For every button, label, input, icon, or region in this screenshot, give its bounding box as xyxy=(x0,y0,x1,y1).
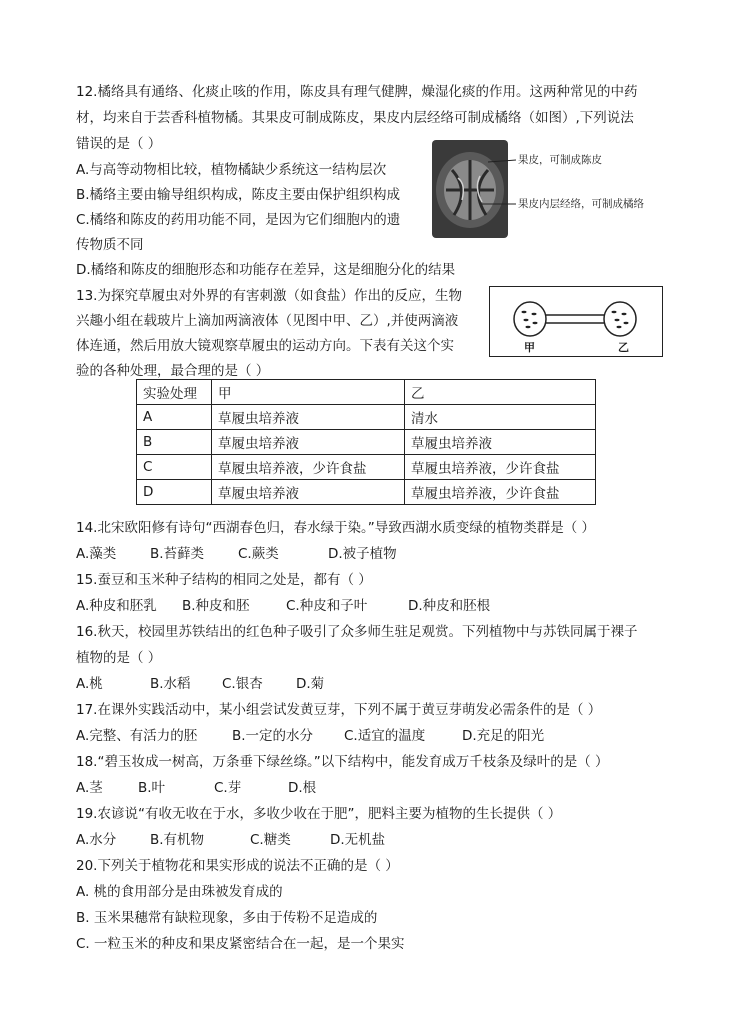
q12-option-a: A.与高等动物相比较，植物橘缺少系统这一结构层次 xyxy=(76,162,387,178)
table-cell: 草履虫培养液，少许食盐 xyxy=(212,455,405,480)
table-cell: 草履虫培养液，少许食盐 xyxy=(405,480,596,505)
q13-stem-line4: 验的各种处理，最合理的是（ ） xyxy=(76,363,270,379)
q18-option-a: A.茎 xyxy=(76,780,103,796)
q12-option-d: D.橘络和陈皮的细胞形态和功能存在差异，这是细胞分化的结果 xyxy=(76,262,456,278)
table-cell: C xyxy=(137,455,212,480)
q20-option-c: C. 一粒玉米的种皮和果皮紧密结合在一起，是一个果实 xyxy=(76,936,405,952)
q14-option-b: B.苔藓类 xyxy=(150,546,205,562)
q20-option-b: B. 玉米果穗常有缺粒现象，多由于传粉不足造成的 xyxy=(76,910,378,926)
table-header-cell: 乙 xyxy=(405,380,596,405)
q13-stem-line1: 13.为探究草履虫对外界的有害刺激（如食盐）作出的反应，生物 xyxy=(76,288,462,304)
q20-stem: 20.下列关于植物花和果实形成的说法不正确的是（ ） xyxy=(76,858,399,874)
q17-option-c: C.适宜的温度 xyxy=(344,728,426,744)
q12-option-c-line2: 传物质不同 xyxy=(76,237,144,253)
q16-stem-line1: 16.秋天，校园里苏铁结出的红色种子吸引了众多师生驻足观赏。下列植物中与苏铁同属于裸子 xyxy=(76,624,638,640)
q15-stem: 15.蚕豆和玉米种子结构的相同之处是，都有（ ） xyxy=(76,572,372,588)
q19-option-b: B.有机物 xyxy=(150,832,205,848)
q18-stem: 18.“碧玉妆成一树高，万条垂下绿丝绦。”以下结构中，能发育成万千枝条及绿叶的是（ ） xyxy=(76,754,609,770)
q16-option-c: C.银杏 xyxy=(222,676,263,692)
table-cell: D xyxy=(137,480,212,505)
q16-option-b: B.水稻 xyxy=(150,676,191,692)
q18-option-d: D.根 xyxy=(288,780,317,796)
q19-option-c: C.糖类 xyxy=(250,832,291,848)
table-row xyxy=(137,455,596,480)
q13-stem-line2: 兴趣小组在载玻片上滴加两滴液体（见图中甲、乙）,并使两滴液 xyxy=(76,313,459,329)
fig13-label-right: 乙 xyxy=(618,341,629,354)
q17-stem: 17.在课外实践活动中，某小组尝试发黄豆芽，下列不属于黄豆芽萌发必需条件的是（ ） xyxy=(76,702,602,718)
table-cell: 清水 xyxy=(405,405,596,430)
q12-stem-line3: 错误的是（ ） xyxy=(76,136,162,152)
table-cell: A xyxy=(137,405,212,430)
table-header-cell: 甲 xyxy=(212,380,405,405)
table-cell: 草履虫培养液 xyxy=(212,430,405,455)
q17-option-b: B.一定的水分 xyxy=(232,728,314,744)
table-header-row xyxy=(137,380,596,405)
slide-drops-diagram xyxy=(490,287,662,356)
table-cell: B xyxy=(137,430,212,455)
q19-option-a: A.水分 xyxy=(76,832,117,848)
q16-stem-line2: 植物的是（ ） xyxy=(76,650,162,666)
q14-option-a: A.藻类 xyxy=(76,546,117,562)
q16-option-a: A.桃 xyxy=(76,676,103,692)
q14-option-c: C.蕨类 xyxy=(238,546,279,562)
q19-stem: 19.农谚说“有收无收在于水，多收少收在于肥”，肥料主要为植物的生长提供（ ） xyxy=(76,806,562,822)
paramecium-slide-figure xyxy=(489,286,663,357)
q12-stem-line2: 材，均来自于芸香科植物橘。其果皮可制成陈皮，果皮内层经络可制成橘络（如图）,下列说法 xyxy=(76,110,634,126)
fig12-label-pith: 果皮内层经络，可制成橘络 xyxy=(518,198,644,210)
table-row xyxy=(137,480,596,505)
table-header-cell: 实验处理 xyxy=(137,380,212,405)
fig12-label-peel: 果皮，可制成陈皮 xyxy=(518,154,602,166)
q17-option-a: A.完整、有活力的胚 xyxy=(76,728,198,744)
q15-option-c: C.种皮和子叶 xyxy=(286,598,368,614)
q14-stem: 14.北宋欧阳修有诗句“西湖春色归，春水绿于染。”导致西湖水质变绿的植物类群是（ ） xyxy=(76,520,595,536)
q12-stem-line1: 12.橘络具有通络、化痰止咳的作用，陈皮具有理气健脾，燥湿化痰的作用。这两种常见的中药 xyxy=(76,84,638,100)
table-cell: 草履虫培养液 xyxy=(212,405,405,430)
table-cell: 草履虫培养液 xyxy=(212,480,405,505)
table-cell: 草履虫培养液 xyxy=(405,430,596,455)
q14-option-d: D.被子植物 xyxy=(328,546,397,562)
q13-stem-line3: 体连通，然后用放大镜观察草履虫的运动方向。下表有关这个实 xyxy=(76,338,454,354)
fig13-label-left: 甲 xyxy=(524,341,535,354)
table-cell: 草履虫培养液，少许食盐 xyxy=(405,455,596,480)
q16-option-d: D.菊 xyxy=(296,676,325,692)
q15-option-b: B.种皮和胚 xyxy=(182,598,250,614)
q19-option-d: D.无机盐 xyxy=(330,832,386,848)
experiment-table xyxy=(136,379,596,505)
table-row xyxy=(137,430,596,455)
q12-option-c-line1: C.橘络和陈皮的药用功能不同，是因为它们细胞内的遗 xyxy=(76,212,401,228)
q20-option-a: A. 桃的食用部分是由珠被发育成的 xyxy=(76,884,283,900)
q15-option-a: A.种皮和胚乳 xyxy=(76,598,157,614)
table-row xyxy=(137,405,596,430)
q12-option-b: B.橘络主要由输导组织构成，陈皮主要由保护组织构成 xyxy=(76,187,401,203)
q15-option-d: D.种皮和胚根 xyxy=(408,598,491,614)
q18-option-c: C.芽 xyxy=(214,780,242,796)
q18-option-b: B.叶 xyxy=(138,780,166,796)
q17-option-d: D.充足的阳光 xyxy=(462,728,545,744)
orange-peel-figure xyxy=(430,138,660,240)
